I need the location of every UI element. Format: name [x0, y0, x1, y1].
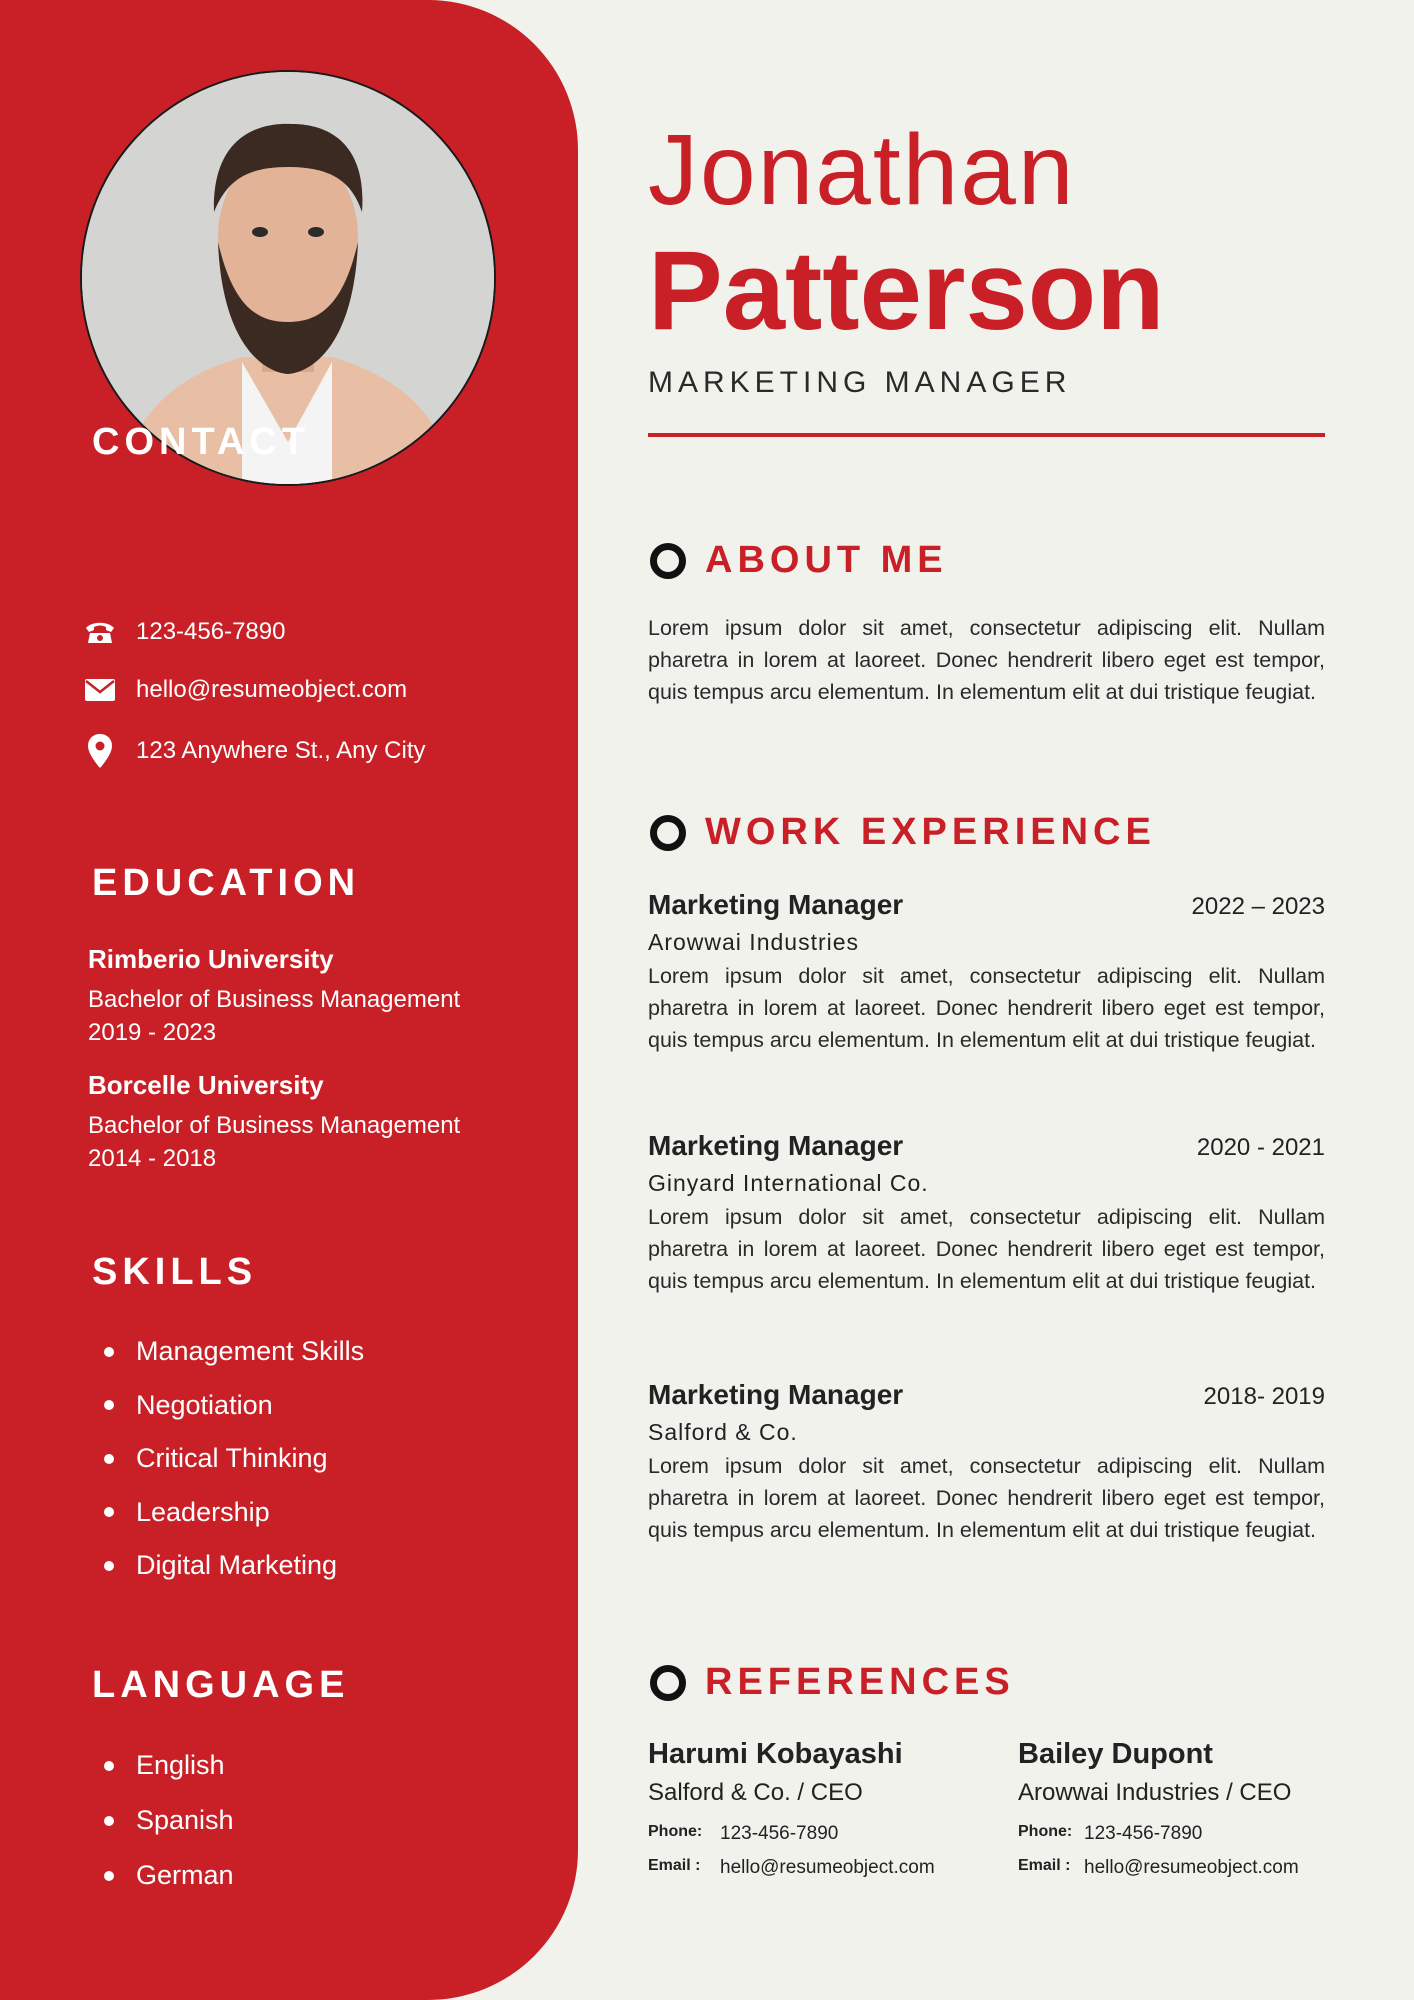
job-company: Salford & Co.	[648, 1419, 798, 1445]
education-years: 2014 - 2018	[88, 1145, 217, 1172]
location-pin-icon	[84, 735, 116, 767]
reference-phone	[648, 1823, 935, 1845]
contact-phone[interactable]	[84, 616, 285, 648]
skill-item: Negotiation	[104, 1379, 364, 1433]
job-description: Lorem ipsum dolor sit amet, consectetur adipiscing elit. Nullam pharetra in lorem at laoreet. Donec hendrerit libero eget est tempor, quis tempus arcu elementum. In elementum elit at dui tristique feugiat.	[648, 1205, 1325, 1293]
reference-email-value[interactable]: hello@resumeobject.com	[1084, 1857, 1299, 1878]
reference-name: Bailey Dupont	[1018, 1738, 1213, 1770]
skill-item: Management Skills	[104, 1325, 364, 1379]
reference-phone-label: Phone:	[1018, 1823, 1073, 1840]
language-heading: LANGUAGE	[92, 1664, 350, 1706]
job-role: Marketing Manager	[648, 1379, 904, 1410]
email-icon	[84, 674, 116, 706]
education-item	[88, 944, 460, 1049]
skills-list	[104, 1325, 364, 1593]
reference-item	[648, 1738, 935, 1879]
language-item: German	[104, 1848, 234, 1903]
section-ring-icon	[650, 1665, 686, 1701]
about-heading-text: ABOUT ME	[705, 539, 948, 581]
contact-phone-text: 123-456-7890	[136, 618, 286, 645]
about-text: Lorem ipsum dolor sit amet, consectetur adipiscing elit. Nullam pharetra in lorem at laoreet. Donec hendrerit libero eget est tempor, quis tempus arcu elementum. In elementum elit at dui tristique feugiat.	[648, 616, 1325, 704]
job-dates: 2018- 2019	[1203, 1383, 1325, 1410]
education-degree: Bachelor of Business Management	[88, 986, 461, 1013]
contact-address[interactable]	[84, 735, 426, 767]
skill-item: Digital Marketing	[104, 1539, 364, 1593]
job-description: Lorem ipsum dolor sit amet, consectetur adipiscing elit. Nullam pharetra in lorem at laoreet. Donec hendrerit libero eget est tempor, quis tempus arcu elementum. In elementum elit at dui tristique feugiat.	[648, 964, 1325, 1052]
reference-phone	[1018, 1823, 1299, 1845]
skill-item: Leadership	[104, 1486, 364, 1540]
section-ring-icon	[650, 543, 686, 579]
education-item	[88, 1070, 460, 1175]
contact-email[interactable]	[84, 674, 407, 706]
experience-heading	[650, 811, 1156, 854]
education-degree: Bachelor of Business Management	[88, 1112, 461, 1139]
contact-email-text: hello@resumeobject.com	[136, 676, 408, 703]
job-dates: 2022 – 2023	[1191, 893, 1325, 920]
phone-icon	[84, 616, 116, 648]
language-item: Spanish	[104, 1793, 234, 1848]
education-years: 2019 - 2023	[88, 1019, 217, 1046]
job-role: Marketing Manager	[648, 1130, 904, 1161]
reference-org: Arowwai Industries / CEO	[1018, 1779, 1292, 1806]
reference-email	[648, 1857, 935, 1879]
reference-email-label: Email :	[648, 1857, 701, 1874]
skills-heading: SKILLS	[92, 1251, 258, 1293]
skill-item: Critical Thinking	[104, 1432, 364, 1486]
experience-heading-text: WORK EXPERIENCE	[705, 811, 1156, 853]
job-role: Marketing Manager	[648, 889, 904, 920]
reference-phone-value[interactable]: 123-456-7890	[1084, 1823, 1203, 1844]
education-school: Borcelle University	[88, 1070, 324, 1100]
job-company: Ginyard International Co.	[648, 1170, 929, 1196]
contact-address-text: 123 Anywhere St., Any City	[136, 737, 426, 764]
reference-email-label: Email :	[1018, 1857, 1071, 1874]
reference-name: Harumi Kobayashi	[648, 1738, 903, 1770]
experience-item	[648, 889, 1325, 1056]
education-heading: EDUCATION	[92, 862, 361, 904]
language-item: English	[104, 1738, 234, 1793]
last-name: Patterson	[648, 228, 1165, 353]
section-ring-icon	[650, 815, 686, 851]
reference-phone-value[interactable]: 123-456-7890	[720, 1823, 839, 1844]
reference-item	[1018, 1738, 1299, 1879]
experience-item	[648, 1130, 1325, 1297]
references-heading	[650, 1661, 1015, 1704]
first-name: Jonathan	[648, 114, 1076, 226]
references-heading-text: REFERENCES	[705, 1661, 1015, 1703]
reference-phone-label: Phone:	[648, 1823, 703, 1840]
reference-email-value[interactable]: hello@resumeobject.com	[720, 1857, 935, 1878]
about-heading	[650, 539, 948, 582]
job-dates: 2020 - 2021	[1196, 1134, 1325, 1161]
reference-email	[1018, 1857, 1299, 1879]
title-divider	[648, 433, 1325, 437]
job-company: Arowwai Industries	[648, 929, 860, 955]
language-list	[104, 1738, 234, 1903]
job-title: MARKETING MANAGER	[648, 366, 1072, 399]
job-description: Lorem ipsum dolor sit amet, consectetur adipiscing elit. Nullam pharetra in lorem at laoreet. Donec hendrerit libero eget est tempor, quis tempus arcu elementum. In elementum elit at dui tristique feugiat.	[648, 1454, 1325, 1542]
education-school: Rimberio University	[88, 944, 334, 974]
contact-heading: CONTACT	[92, 421, 310, 463]
reference-org: Salford & Co. / CEO	[648, 1779, 863, 1806]
experience-item	[648, 1379, 1325, 1546]
